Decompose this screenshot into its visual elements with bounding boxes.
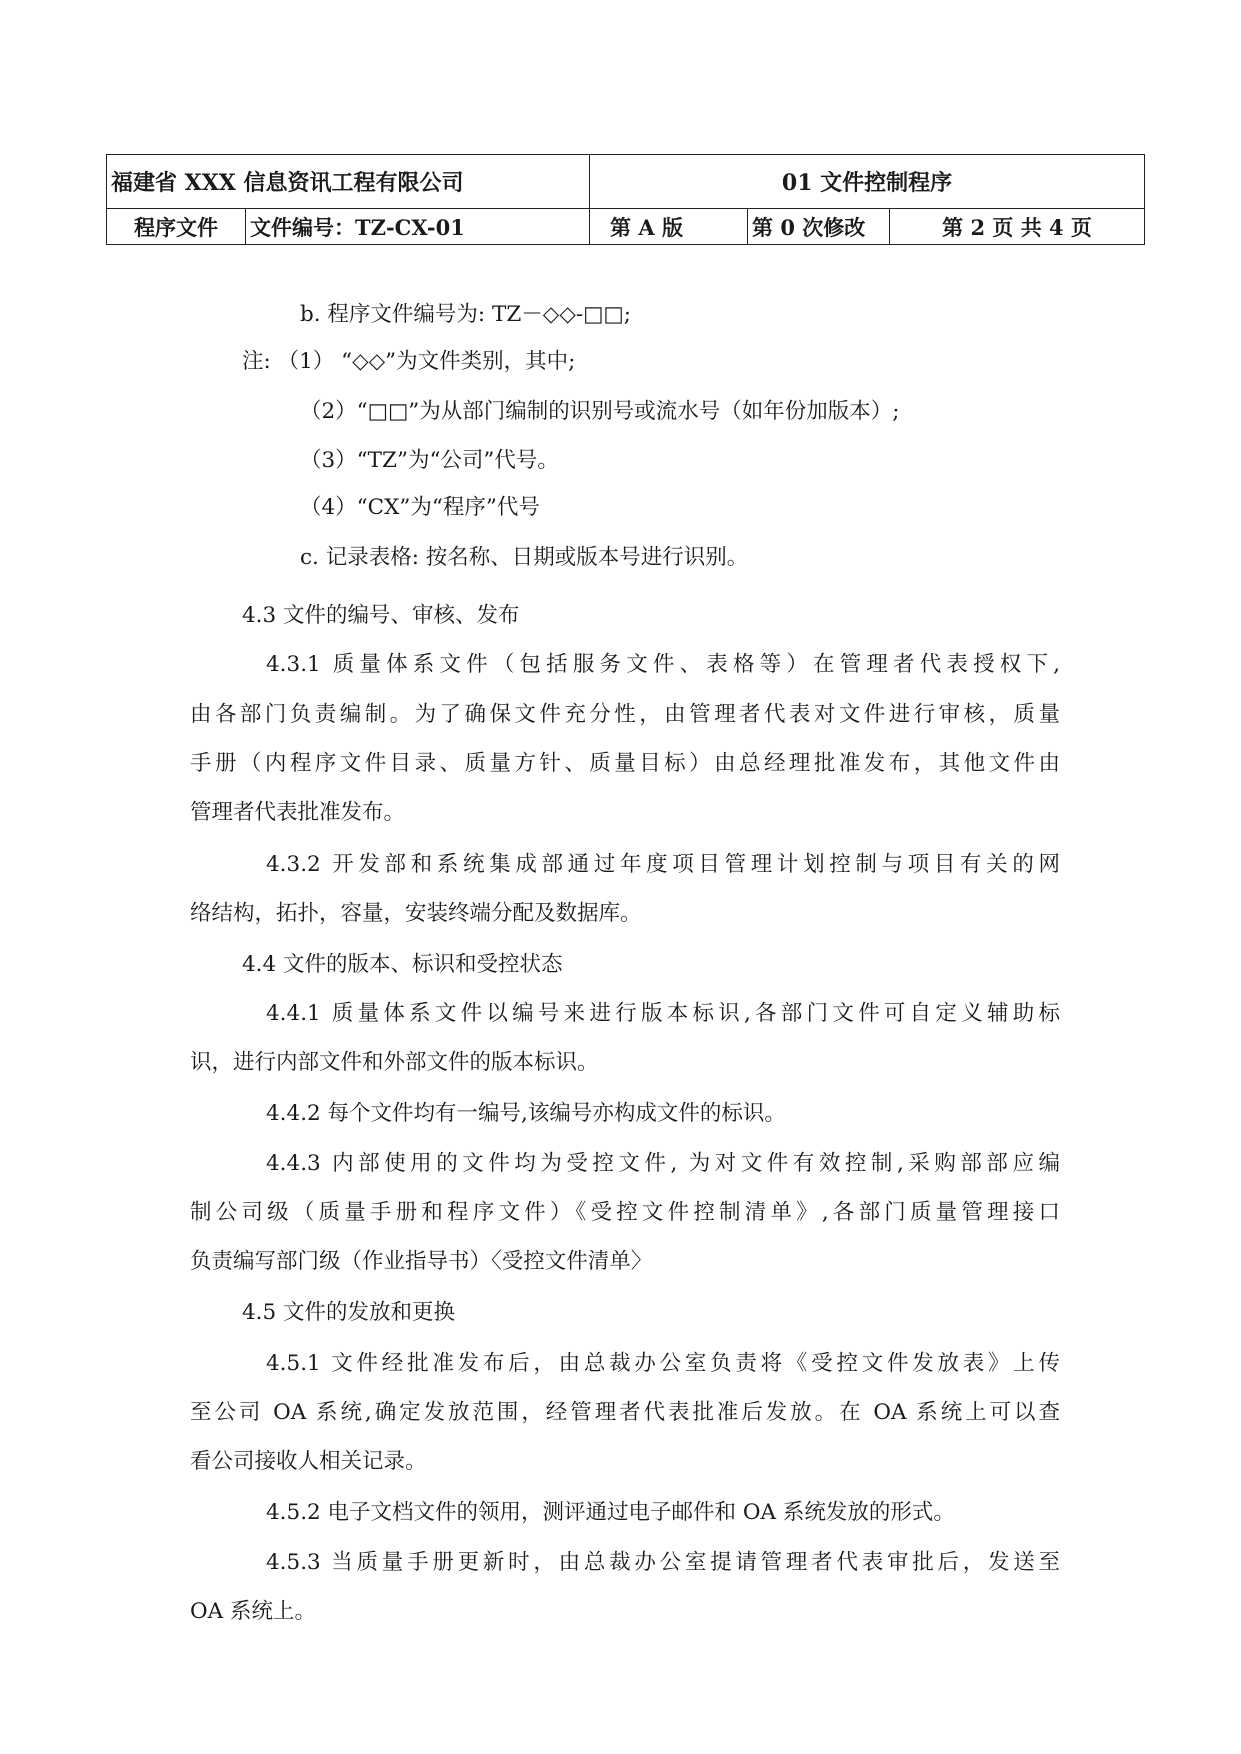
body-line: 4.5.2 电子文档文件的领用，测评通过电子邮件和 OA 系统发放的形式。 <box>266 1500 955 1525</box>
body-line: 识，进行内部文件和外部文件的版本标识。 <box>190 1050 599 1075</box>
body-line: 4.4.1 质量体系文件以编号来进行版本标识,各部门文件可自定义辅助标 <box>266 1001 1060 1026</box>
body-line: 4.4.2 每个文件均有一编号,该编号亦构成文件的标识。 <box>266 1101 786 1126</box>
body-line: 4.3.1 质量体系文件（包括服务文件、表格等）在管理者代表授权下, <box>266 652 1060 677</box>
section-heading: 4.5 文件的发放和更换 <box>242 1300 456 1325</box>
body-line: 看公司接收人相关记录。 <box>190 1449 427 1474</box>
body-line: （2）“□□”为从部门编制的识别号或流水号（如年份加版本）; <box>300 399 900 424</box>
body-line: 注: （1） “◇◇”为文件类别，其中; <box>242 349 576 374</box>
document-title: 01 文件控制程序 <box>590 155 1145 209</box>
body-line: 由各部门负责编制。为了确保文件充分性，由管理者代表对文件进行审核，质量 <box>190 702 1060 727</box>
body-line: 管理者代表批准发布。 <box>190 800 406 825</box>
section-heading: 4.3 文件的编号、审核、发布 <box>242 603 520 628</box>
body-line: 至公司 OA 系统,确定发放范围，经管理者代表批准后发放。在 OA 系统上可以查 <box>190 1400 1060 1425</box>
body-line: b. 程序文件编号为: TZ－◇◇-□□; <box>300 302 631 327</box>
body-line: 负责编写部门级（作业指导书）〈受控文件清单〉 <box>190 1249 653 1274</box>
revision-label: 第 0 次修改 <box>748 209 890 245</box>
document-number: 文件编号：TZ-CX-01 <box>246 209 590 245</box>
body-line: 4.4.3 内部使用的文件均为受控文件, 为对文件有效控制,采购部部应编 <box>266 1151 1060 1176</box>
body-line: 制公司级（质量手册和程序文件）《受控文件控制清单》,各部门质量管理接口 <box>190 1200 1060 1225</box>
document-header-table <box>106 154 1145 245</box>
body-line: 4.5.3 当质量手册更新时，由总裁办公室提请管理者代表审批后，发送至 <box>266 1550 1060 1575</box>
body-line: c. 记录表格: 按名称、日期或版本号进行识别。 <box>300 545 749 570</box>
page-info: 第 2 页 共 4 页 <box>890 209 1145 245</box>
edition-label: 第 A 版 <box>590 209 748 245</box>
body-line: 4.5.1 文件经批准发布后，由总裁办公室负责将《受控文件发放表》上传 <box>266 1351 1060 1376</box>
body-line: （4）“CX”为“程序”代号 <box>300 495 540 520</box>
company-name: 福建省 XXX 信息资讯工程有限公司 <box>107 155 590 209</box>
body-line: 手册（内程序文件目录、质量方针、质量目标）由总经理批准发布，其他文件由 <box>190 751 1060 776</box>
body-line: 4.3.2 开发部和系统集成部通过年度项目管理计划控制与项目有关的网 <box>266 852 1060 877</box>
body-line: （3）“TZ”为“公司”代号。 <box>300 448 559 473</box>
section-heading: 4.4 文件的版本、标识和受控状态 <box>242 952 563 977</box>
document-type: 程序文件 <box>107 209 246 245</box>
body-line: OA 系统上。 <box>190 1599 316 1624</box>
body-line: 络结构，拓扑，容量，安装终端分配及数据库。 <box>190 901 642 926</box>
